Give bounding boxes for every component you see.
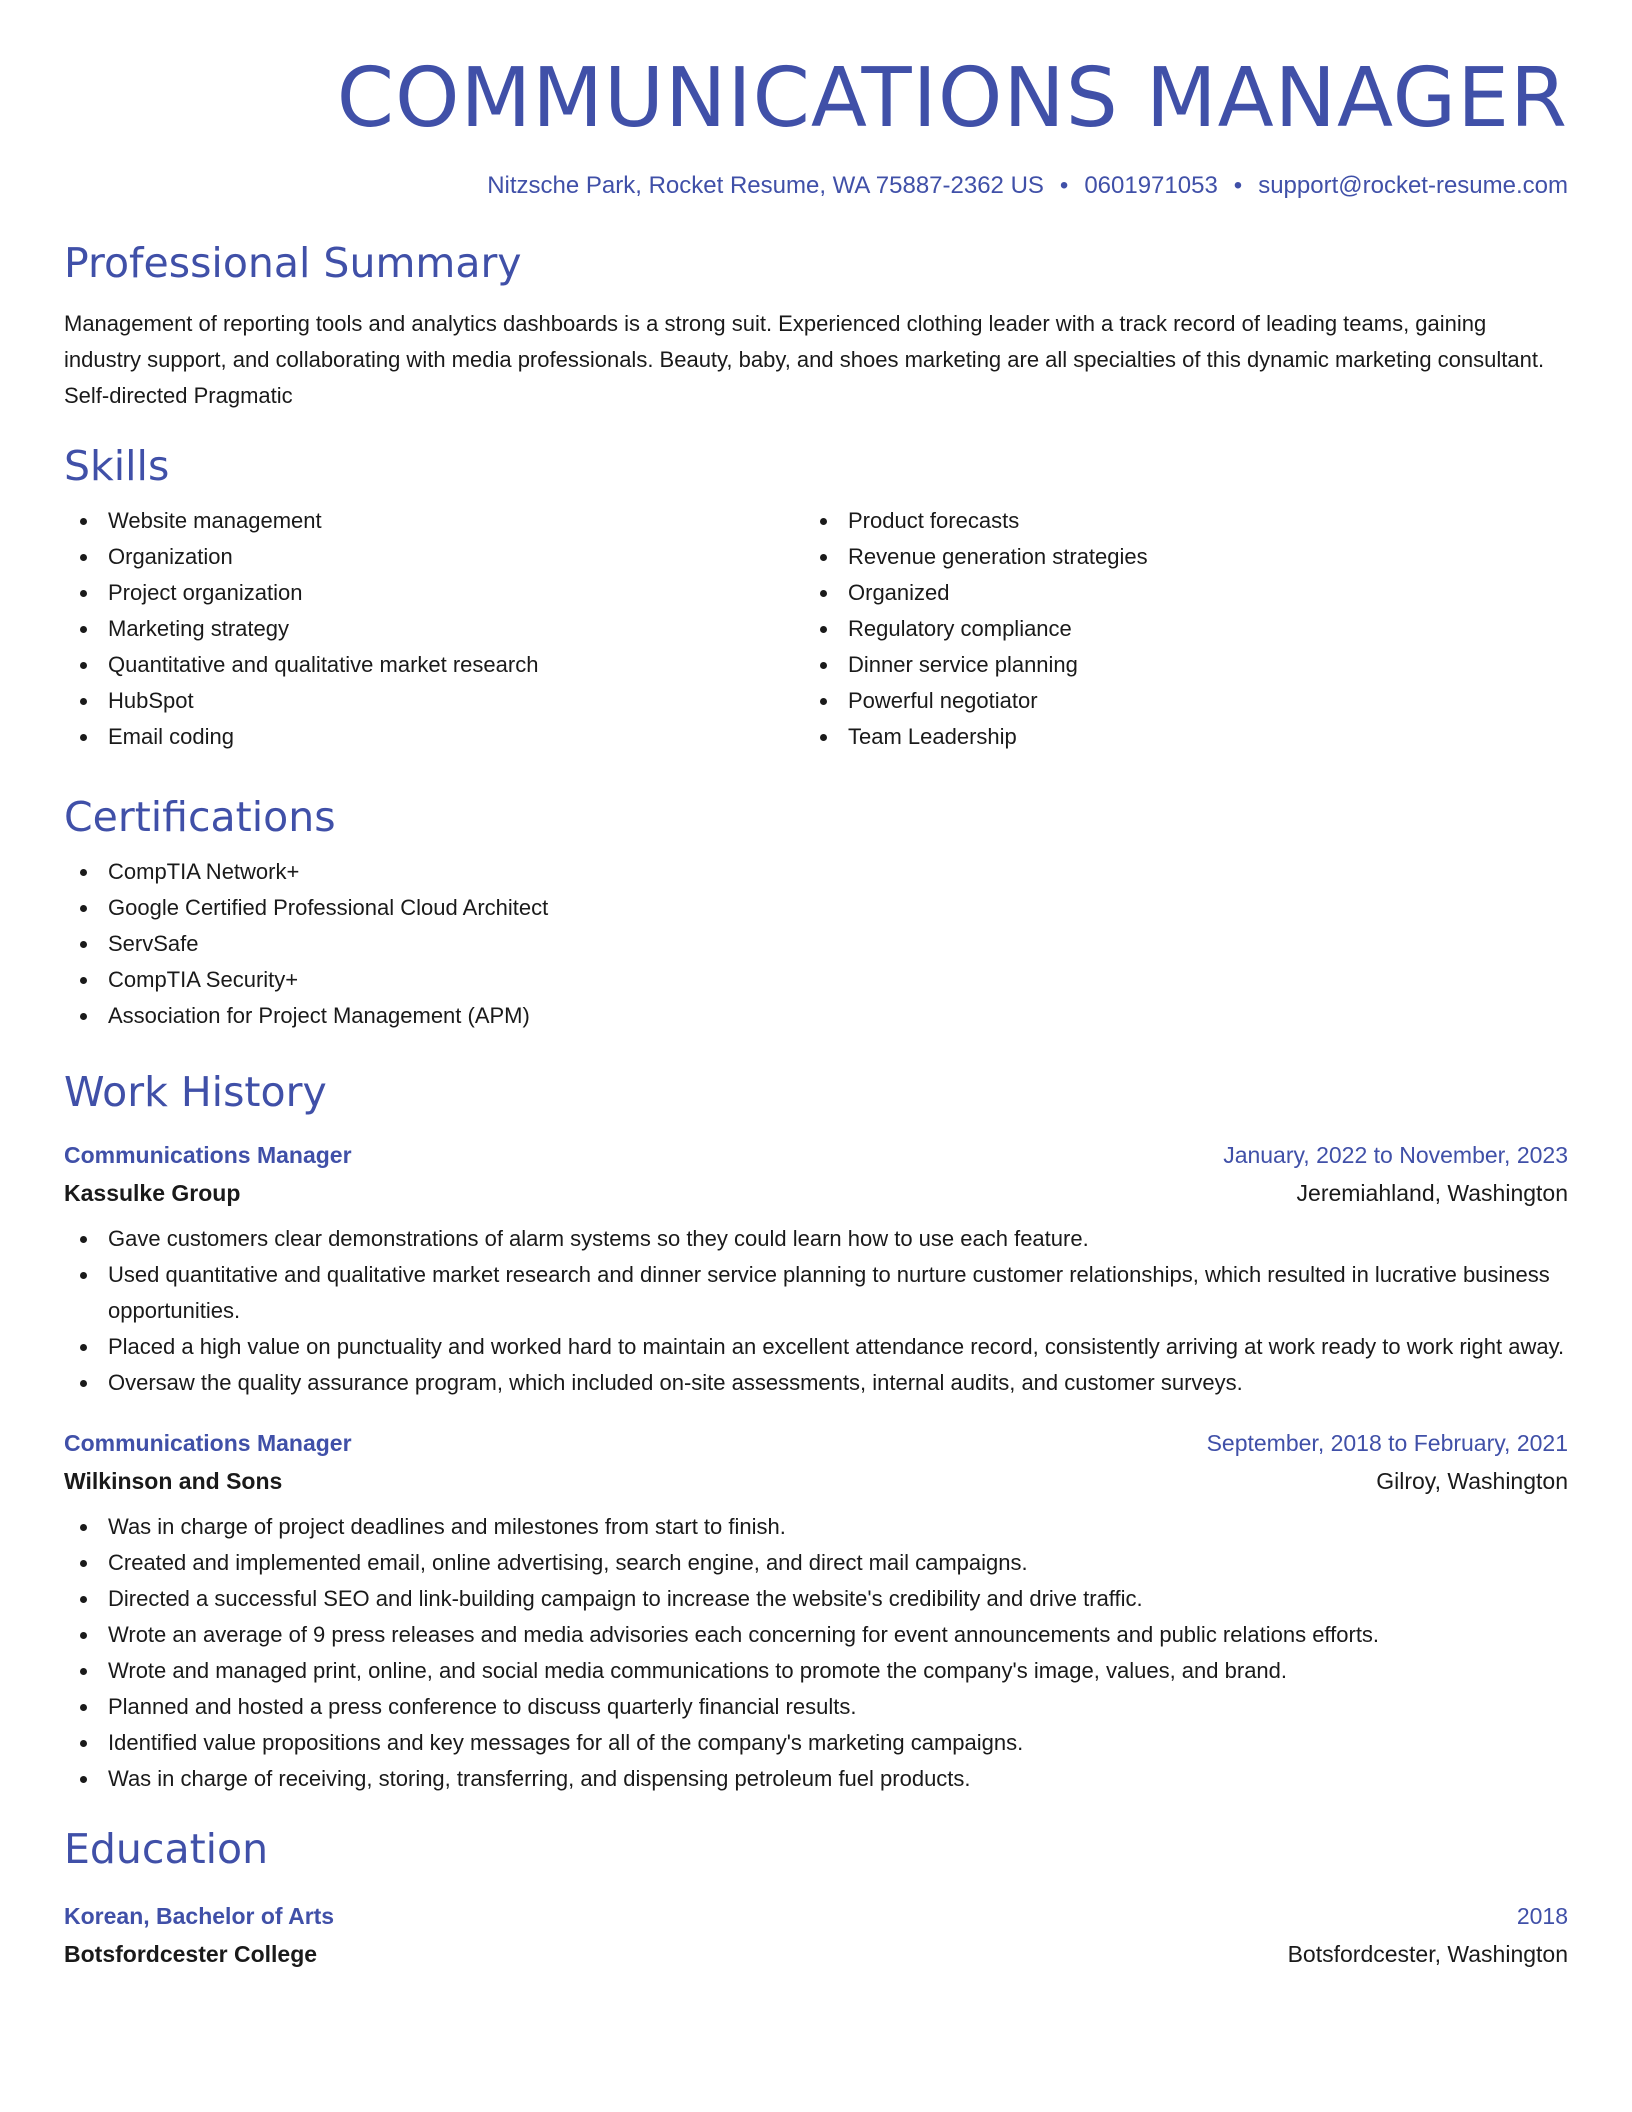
job-company: Kassulke Group (64, 1180, 241, 1207)
skills-heading: Skills (64, 441, 170, 490)
job-bullet: Wrote an average of 9 press releases and media advisories each concerning for event announcements and public relations efforts. (64, 1617, 1568, 1653)
skill-item: Marketing strategy (64, 611, 804, 647)
education-entry (64, 1902, 1568, 1970)
job-location: Jeremiahland, Washington (1296, 1180, 1568, 1207)
work-history-section (64, 1070, 1568, 1797)
job-location: Gilroy, Washington (1376, 1467, 1568, 1494)
job-title-row (64, 1141, 1568, 1171)
job-company: Wilkinson and Sons (64, 1467, 283, 1494)
skills-columns (64, 503, 1568, 755)
education-section (64, 1824, 1568, 1970)
contact-address: Nitzsche Park, Rocket Resume, WA 75887-2362 US (487, 172, 1044, 200)
summary-text: Management of reporting tools and analytics dashboards is a strong suit. Experienced clothing leader with a track record of leading teams, gaining industry support, and collaborating with media professionals. Beauty, baby, and shoes marketing are all specialties of this dynamic marketing consultant. Self-directed Pragmatic (64, 310, 1545, 408)
certification-item: Association for Project Management (APM) (64, 998, 1568, 1034)
certifications-heading: Certifications (64, 793, 336, 842)
skills-list-right (804, 503, 1544, 755)
job-bullets (64, 1221, 1568, 1401)
education-year: 2018 (1516, 1902, 1568, 1929)
certification-item: ServSafe (64, 926, 1568, 962)
candidate-name: COMMUNICATIONS MANAGER (336, 51, 1568, 146)
job-dates: January, 2022 to November, 2023 (1223, 1142, 1568, 1169)
certifications-section (64, 795, 1568, 1034)
skill-item: Organized (804, 575, 1544, 611)
job-dates: September, 2018 to February, 2021 (1206, 1430, 1568, 1457)
job-bullet: Planned and hosted a press conference to discuss quarterly financial results. (64, 1689, 1568, 1725)
skill-item: HubSpot (64, 683, 804, 719)
skill-item: Website management (64, 503, 804, 539)
skills-list-left (64, 503, 804, 755)
skill-item: Regulatory compliance (804, 611, 1544, 647)
job-bullet: Directed a successful SEO and link-building campaign to increase the website's credibility and drive traffic. (64, 1581, 1568, 1617)
job-title: Communications Manager (64, 1142, 352, 1169)
skills-section (64, 441, 1568, 755)
job-bullet: Wrote and managed print, online, and social media communications to promote the company's image, values, and brand. (64, 1653, 1568, 1689)
contact-separator: • (1059, 172, 1069, 200)
skill-item: Project organization (64, 575, 804, 611)
certifications-list (64, 854, 1568, 1034)
summary-section (64, 238, 1568, 414)
work-history-heading: Work History (64, 1068, 327, 1117)
summary-heading: Professional Summary (64, 238, 522, 287)
certification-item: Google Certified Professional Cloud Architect (64, 890, 1568, 926)
education-degree-row (64, 1902, 1568, 1932)
job-bullets (64, 1509, 1568, 1797)
education-school: Botsfordcester College (64, 1940, 318, 1967)
contact-email[interactable]: support@rocket-resume.com (1258, 172, 1568, 200)
education-degree: Korean, Bachelor of Arts (64, 1902, 335, 1929)
job-company-row (64, 1467, 1568, 1497)
job-entry (64, 1429, 1568, 1797)
skill-item: Email coding (64, 719, 804, 755)
job-bullet: Placed a high value on punctuality and worked hard to maintain an excellent attendance record, consistently arriving at work ready to work right away. (64, 1329, 1568, 1365)
job-bullet: Identified value propositions and key messages for all of the company's marketing campaigns. (64, 1725, 1568, 1761)
education-heading: Education (64, 1824, 269, 1873)
skill-item: Team Leadership (804, 719, 1544, 755)
contact-line (64, 172, 1568, 201)
job-company-row (64, 1179, 1568, 1209)
job-bullet: Was in charge of receiving, storing, transferring, and dispensing petroleum fuel products. (64, 1761, 1568, 1797)
job-title-row (64, 1429, 1568, 1459)
certification-item: CompTIA Network+ (64, 854, 1568, 890)
resume-header (64, 51, 1568, 201)
job-bullet: Gave customers clear demonstrations of alarm systems so they could learn how to use each feature. (64, 1221, 1568, 1257)
job-bullet: Oversaw the quality assurance program, which included on-site assessments, internal audits, and customer surveys. (64, 1365, 1568, 1401)
job-entry (64, 1141, 1568, 1401)
job-bullet: Was in charge of project deadlines and milestones from start to finish. (64, 1509, 1568, 1545)
skill-item: Revenue generation strategies (804, 539, 1544, 575)
contact-separator: • (1233, 172, 1243, 200)
skill-item: Product forecasts (804, 503, 1544, 539)
job-bullet: Created and implemented email, online advertising, search engine, and direct mail campaigns. (64, 1545, 1568, 1581)
skill-item: Quantitative and qualitative market research (64, 647, 804, 683)
education-location: Botsfordcester, Washington (1287, 1940, 1568, 1967)
job-bullet: Used quantitative and qualitative market research and dinner service planning to nurture customer relationships, which resulted in lucrative business opportunities. (64, 1257, 1568, 1329)
job-title: Communications Manager (64, 1430, 352, 1457)
skill-item: Organization (64, 539, 804, 575)
contact-phone: 0601971053 (1084, 172, 1218, 200)
certification-item: CompTIA Security+ (64, 962, 1568, 998)
skill-item: Dinner service planning (804, 647, 1544, 683)
education-school-row (64, 1940, 1568, 1970)
skill-item: Powerful negotiator (804, 683, 1544, 719)
